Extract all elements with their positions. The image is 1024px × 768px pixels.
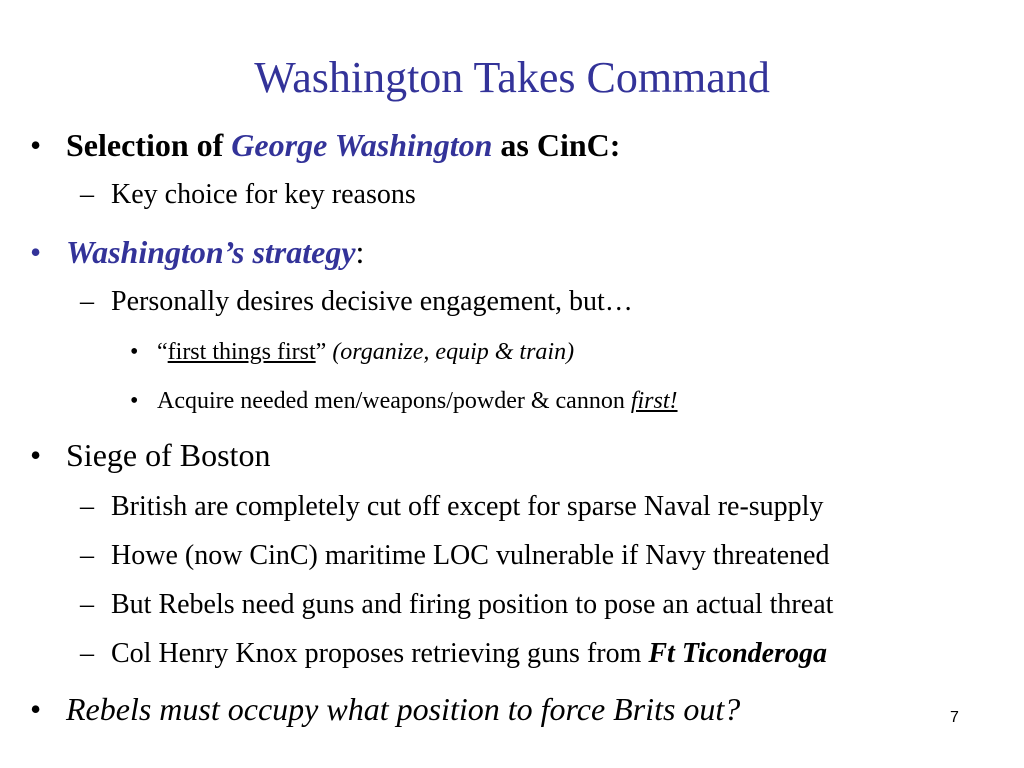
- bullet-strategy: [66, 232, 364, 272]
- sub-bullet-british-cut-off: British are completely cut off except for sparse Naval re-supply: [111, 491, 824, 522]
- sub-bullet-desires: Personally desires decisive engagement, but…: [111, 286, 633, 317]
- quote-close: ”: [315, 339, 327, 365]
- bullet: •: [30, 234, 42, 270]
- strategy-colon: :: [355, 234, 365, 270]
- dash: –: [80, 638, 94, 669]
- first-things-first-text: first things first: [167, 339, 316, 365]
- strategy-label: Washington’s strategy: [66, 234, 356, 270]
- dot: •: [130, 339, 139, 365]
- bullet-selection: [66, 125, 620, 165]
- bullet-question: Rebels must occupy what position to force Brits out?: [66, 691, 741, 727]
- dash: –: [80, 179, 94, 210]
- sub-sub-bullet-acquire: [157, 386, 678, 416]
- sub-bullet-rebels-need: But Rebels need guns and firing position to pose an actual threat: [111, 589, 834, 620]
- bullet: •: [30, 437, 42, 473]
- dash: –: [80, 286, 94, 317]
- ft-ticonderoga: Ft Ticonderoga: [648, 638, 827, 669]
- quote-open: “: [157, 339, 168, 365]
- sub-sub-bullet-first-things-first: [157, 337, 574, 367]
- organize-equip-train-text: (organize, equip & train): [326, 339, 575, 365]
- dot: •: [130, 388, 139, 414]
- dash: –: [80, 491, 94, 522]
- sub-bullet-key-choice: Key choice for key reasons: [111, 179, 416, 210]
- bullet-siege-of-boston: Siege of Boston: [66, 437, 271, 473]
- bullet: •: [30, 127, 42, 163]
- knox-text: Col Henry Knox proposes retrieving guns from: [111, 638, 649, 669]
- sub-bullet-knox: [111, 637, 827, 671]
- bullet: •: [30, 691, 42, 727]
- dash: –: [80, 589, 94, 620]
- selection-pre: Selection of: [66, 127, 232, 163]
- acquire-text: Acquire needed men/weapons/powder & cannon: [157, 388, 631, 414]
- slide-number: 7: [950, 709, 959, 726]
- sub-bullet-howe: Howe (now CinC) maritime LOC vulnerable if Navy threatened: [111, 540, 830, 571]
- slide-title: Washington Takes Command: [254, 53, 770, 102]
- selection-post: as CinC:: [492, 127, 621, 163]
- george-washington-name: George Washington: [231, 127, 493, 163]
- first-emphasis: first!: [630, 388, 678, 414]
- dash: –: [80, 540, 94, 571]
